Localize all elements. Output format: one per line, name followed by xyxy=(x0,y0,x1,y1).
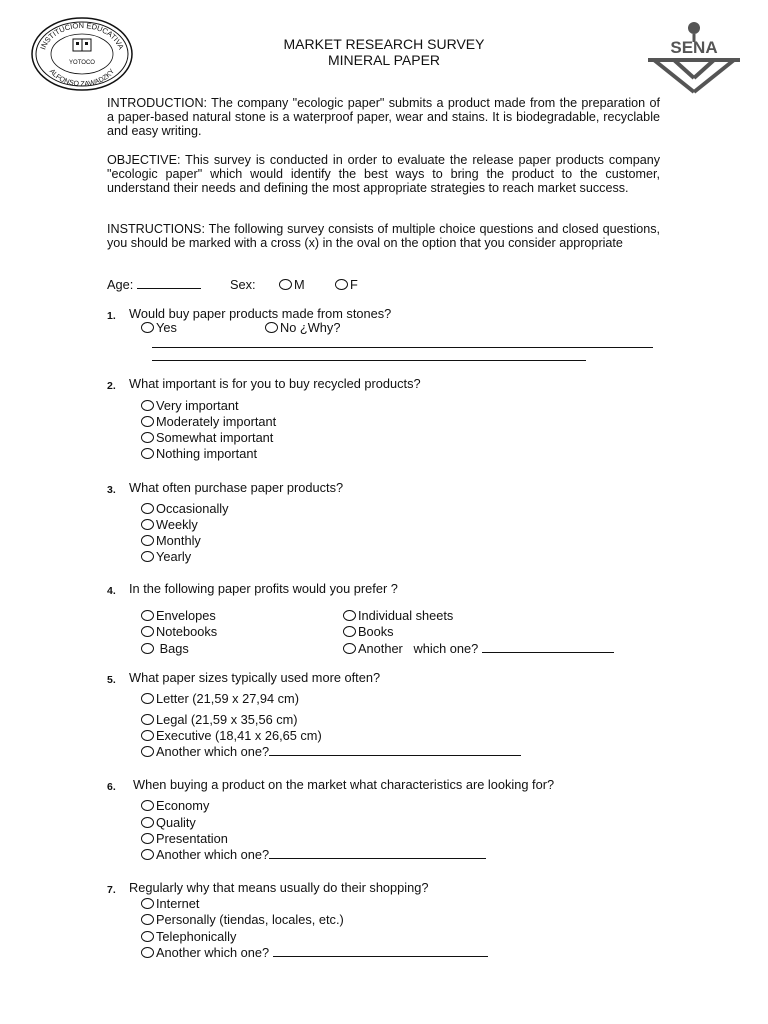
question-1-text: Would buy paper products made from stones? xyxy=(129,306,392,321)
oval-icon[interactable] xyxy=(335,279,348,290)
q5-option[interactable]: Executive (18,41 x 26,65 cm) xyxy=(141,728,322,743)
q7-option[interactable]: Internet xyxy=(141,896,199,911)
question-number: 6. xyxy=(107,781,116,793)
oval-icon[interactable] xyxy=(141,503,154,514)
oval-icon[interactable] xyxy=(141,416,154,427)
q1-option-no[interactable]: No ¿Why? xyxy=(265,320,340,335)
age-label: Age: xyxy=(107,277,134,292)
logo-bottom-text: ALFONSO ZAWADZKY xyxy=(47,68,117,89)
objective-text: OBJECTIVE: This survey is conducted in order to evaluate the release paper products company "ecologic paper" which would identify the best ways to bring the product to the customer, understand their needs and defining the most appropriate strategies to reach market success. xyxy=(107,153,660,196)
q2-option[interactable]: Moderately important xyxy=(141,414,276,429)
q1-option-yes[interactable]: Yes xyxy=(141,320,177,335)
q1-answer-line[interactable] xyxy=(152,360,586,361)
q6-other-blank[interactable] xyxy=(269,857,486,859)
age-row xyxy=(107,277,201,292)
q5-option[interactable]: Legal (21,59 x 35,56 cm) xyxy=(141,712,298,727)
q6-option[interactable]: Quality xyxy=(141,815,196,830)
q3-option[interactable]: Weekly xyxy=(141,517,198,532)
question-4-text: In the following paper profits would you prefer ? xyxy=(129,581,398,596)
oval-icon[interactable] xyxy=(141,400,154,411)
introduction-text: INTRODUCTION: The company "ecologic paper" submits a product made from the preparation of a paper-based natural stone is a waterproof paper, wear and stains. It is biodegradable, recyclable and easy writing. xyxy=(107,96,660,139)
question-number: 1. xyxy=(107,310,116,322)
q6-option-another[interactable]: Another which one? xyxy=(141,847,486,862)
oval-icon[interactable] xyxy=(279,279,292,290)
oval-icon[interactable] xyxy=(141,519,154,530)
q7-option-another[interactable]: Another which one? xyxy=(141,945,488,960)
q4-option[interactable]: Individual sheets xyxy=(343,608,453,623)
instructions-text: INSTRUCTIONS: The following survey consists of multiple choice questions and closed questions, you should be marked with a cross (x) in the oval on the option that you consider appropriate xyxy=(107,222,660,251)
sex-option-f[interactable]: F xyxy=(335,277,358,292)
q2-option[interactable]: Nothing important xyxy=(141,446,257,461)
survey-subtitle: MINERAL PAPER xyxy=(327,52,441,68)
oval-icon[interactable] xyxy=(141,746,154,757)
q5-other-blank[interactable] xyxy=(269,754,521,756)
oval-icon[interactable] xyxy=(141,535,154,546)
oval-icon[interactable] xyxy=(141,931,154,942)
oval-icon[interactable] xyxy=(141,626,154,637)
question-number: 5. xyxy=(107,674,116,686)
oval-icon[interactable] xyxy=(343,626,356,637)
question-5-text: What paper sizes typically used more often? xyxy=(129,670,381,685)
sena-logo-text: SENA xyxy=(670,38,718,57)
oval-icon[interactable] xyxy=(343,610,356,621)
q7-option[interactable]: Personally (tiendas, locales, etc.) xyxy=(141,912,344,927)
q2-option[interactable]: Very important xyxy=(141,398,239,413)
q4-option[interactable]: Notebooks xyxy=(141,624,217,639)
q4-option[interactable]: Bags xyxy=(141,641,189,656)
q4-option-another[interactable]: Another which one? xyxy=(343,641,614,656)
q1-answer-line[interactable] xyxy=(152,347,653,348)
oval-icon[interactable] xyxy=(141,610,154,621)
q3-option[interactable]: Yearly xyxy=(141,549,191,564)
question-number: 3. xyxy=(107,484,116,496)
q3-option[interactable]: Occasionally xyxy=(141,501,229,516)
question-number: 4. xyxy=(107,585,116,597)
oval-icon[interactable] xyxy=(141,322,154,333)
oval-icon[interactable] xyxy=(141,817,154,828)
q6-option[interactable]: Economy xyxy=(141,798,209,813)
oval-icon[interactable] xyxy=(141,693,154,704)
oval-icon[interactable] xyxy=(141,643,154,654)
age-blank[interactable] xyxy=(137,287,201,289)
survey-title: MARKET RESEARCH SURVEY xyxy=(283,36,485,52)
q4-other-blank[interactable] xyxy=(482,651,614,653)
q6-option[interactable]: Presentation xyxy=(141,831,228,846)
oval-icon[interactable] xyxy=(141,551,154,562)
q7-other-blank[interactable] xyxy=(273,955,488,957)
logo-top-text: INSTITUCION EDUCATIVA xyxy=(38,20,126,51)
oval-icon[interactable] xyxy=(265,322,278,333)
q5-option[interactable]: Letter (21,59 x 27,94 cm) xyxy=(141,691,299,706)
oval-icon[interactable] xyxy=(141,898,154,909)
oval-icon[interactable] xyxy=(141,833,154,844)
q4-option[interactable]: Books xyxy=(343,624,394,639)
sex-label: Sex: xyxy=(230,277,256,292)
sex-option-m[interactable]: M xyxy=(279,277,305,292)
oval-icon[interactable] xyxy=(141,448,154,459)
question-3-text: What often purchase paper products? xyxy=(129,480,344,495)
question-2-text: What important is for you to buy recycled products? xyxy=(129,376,421,391)
question-number: 2. xyxy=(107,380,116,392)
oval-icon[interactable] xyxy=(141,914,154,925)
q5-option-another[interactable]: Another which one? xyxy=(141,744,521,759)
q7-option[interactable]: Telephonically xyxy=(141,929,236,944)
oval-icon[interactable] xyxy=(141,714,154,725)
q4-option[interactable]: Envelopes xyxy=(141,608,216,623)
logo-middle-text: YOTOCO xyxy=(69,60,95,66)
question-6-text: When buying a product on the market what characteristics are looking for? xyxy=(133,777,555,792)
oval-icon[interactable] xyxy=(141,730,154,741)
oval-icon[interactable] xyxy=(141,432,154,443)
oval-icon[interactable] xyxy=(141,800,154,811)
q3-option[interactable]: Monthly xyxy=(141,533,201,548)
oval-icon[interactable] xyxy=(343,643,356,654)
oval-icon[interactable] xyxy=(141,849,154,860)
oval-icon[interactable] xyxy=(141,947,154,958)
question-number: 7. xyxy=(107,884,116,896)
q2-option[interactable]: Somewhat important xyxy=(141,430,273,445)
question-7-text: Regularly why that means usually do their shopping? xyxy=(129,880,429,895)
